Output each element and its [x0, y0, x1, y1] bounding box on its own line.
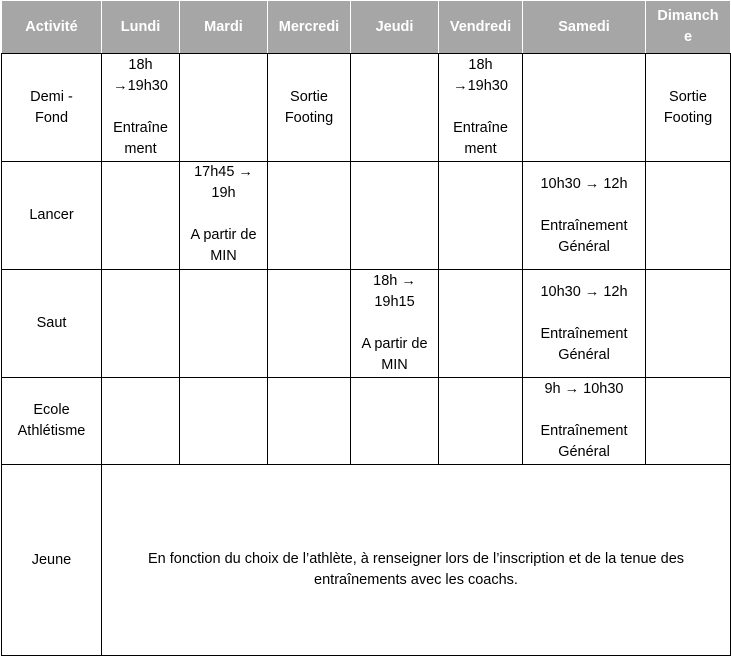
time-end: →19h30: [453, 78, 508, 94]
header-samedi: Samedi: [523, 1, 646, 54]
cell-lancer-lundi: [102, 162, 180, 270]
note-line-1: Sortie: [290, 88, 328, 105]
cell-demi-fond-dimanche: [646, 54, 731, 162]
note-line-2: Général: [558, 346, 610, 363]
cell-saut-mercredi: [268, 270, 351, 378]
header-mardi: Mardi: [180, 1, 268, 54]
activity-ecole-line-1: Ecole: [33, 402, 70, 418]
cell-ecole-lundi: [102, 378, 180, 465]
time-start: 18h →: [373, 273, 416, 289]
spacer: [443, 97, 518, 118]
cell-lancer-vendredi: [439, 162, 523, 270]
activity-ecole-line-2: Athlétisme: [17, 423, 86, 439]
note-line-1: Entraînement: [540, 325, 628, 342]
cell-saut-samedi: [523, 270, 646, 378]
header-row: [2, 1, 731, 54]
header-mercredi: Mercredi: [268, 1, 351, 54]
header-dimanche-line-1: Dimanch: [657, 8, 719, 24]
header-dimanche-line-2: e: [683, 29, 693, 45]
header-activite: Activité: [2, 1, 102, 54]
cell-saut-jeudi: [351, 270, 439, 378]
note-line-2: MIN: [210, 248, 237, 264]
activity-demi-fond: [2, 54, 102, 162]
cell-demi-fond-samedi: [523, 54, 646, 162]
spacer: [106, 97, 175, 118]
activity-demi-fond-line-1: Demi -: [30, 88, 73, 105]
note-line-2: Footing: [663, 109, 713, 126]
time-range: 10h30 → 12h: [540, 283, 628, 300]
cell-lancer-samedi: [523, 162, 646, 270]
cell-ecole-mercredi: [268, 378, 351, 465]
header-lundi: Lundi: [102, 1, 180, 54]
spacer: [355, 313, 434, 334]
activity-jeune: Jeune: [2, 465, 102, 656]
note-line-1: A partir de: [190, 227, 257, 243]
cell-lancer-jeudi: [351, 162, 439, 270]
header-dimanche: [646, 1, 731, 54]
row-jeune: [2, 465, 731, 656]
cell-demi-fond-vendredi: [439, 54, 523, 162]
note-line-2: Général: [558, 238, 610, 255]
activity-saut: Saut: [2, 270, 102, 378]
cell-ecole-vendredi: [439, 378, 523, 465]
time-start: 18h: [128, 57, 153, 73]
time-start: 17h45 →: [194, 164, 253, 180]
time-end: 19h15: [374, 294, 415, 310]
time-range: 9h → 10h30: [544, 381, 624, 397]
cell-lancer-mardi: [180, 162, 268, 270]
time-end: 19h: [211, 185, 236, 201]
cell-demi-fond-mardi: [180, 54, 268, 162]
cell-ecole-mardi: [180, 378, 268, 465]
row-lancer: [2, 162, 731, 270]
note-line-1: Sortie: [669, 88, 707, 105]
cell-demi-fond-mercredi: [268, 54, 351, 162]
note-line-2: ment: [124, 141, 157, 157]
time-start: 18h: [468, 57, 493, 73]
spacer: [527, 400, 641, 421]
note-line-1: Entraînement: [540, 217, 628, 234]
cell-saut-dimanche: [646, 270, 731, 378]
note-line-2: MIN: [381, 357, 408, 373]
row-ecole-athletisme: [2, 378, 731, 465]
note-line-1: Entraîne: [453, 120, 508, 136]
schedule-table: [1, 0, 731, 656]
cell-demi-fond-lundi: [102, 54, 180, 162]
spacer: [527, 303, 641, 324]
spacer: [184, 204, 263, 225]
time-end: →19h30: [113, 78, 168, 94]
cell-ecole-dimanche: [646, 378, 731, 465]
activity-demi-fond-line-2: Fond: [34, 109, 69, 126]
cell-saut-mardi: [180, 270, 268, 378]
note-line-1: Entraîne: [113, 120, 168, 136]
note-line-2: Footing: [284, 109, 334, 126]
activity-lancer: Lancer: [2, 162, 102, 270]
spacer: [527, 195, 641, 216]
cell-lancer-mercredi: [268, 162, 351, 270]
row-demi-fond: [2, 54, 731, 162]
note-line-1: Entraînement: [540, 423, 628, 439]
activity-ecole-athletisme: [2, 378, 102, 465]
note-line-1: A partir de: [361, 336, 428, 352]
row-saut: [2, 270, 731, 378]
time-range: 10h30 → 12h: [540, 175, 628, 192]
cell-ecole-samedi: [523, 378, 646, 465]
cell-ecole-jeudi: [351, 378, 439, 465]
note-line-2: ment: [464, 141, 497, 157]
cell-saut-vendredi: [439, 270, 523, 378]
cell-saut-lundi: [102, 270, 180, 378]
cell-jeune-note: En fonction du choix de l’athlète, à renseigner lors de l’inscription et de la tenue des entraînements avec les coachs.: [102, 465, 731, 656]
note-line-2: Général: [558, 444, 610, 460]
cell-lancer-dimanche: [646, 162, 731, 270]
cell-demi-fond-jeudi: [351, 54, 439, 162]
header-vendredi: Vendredi: [439, 1, 523, 54]
header-jeudi: Jeudi: [351, 1, 439, 54]
